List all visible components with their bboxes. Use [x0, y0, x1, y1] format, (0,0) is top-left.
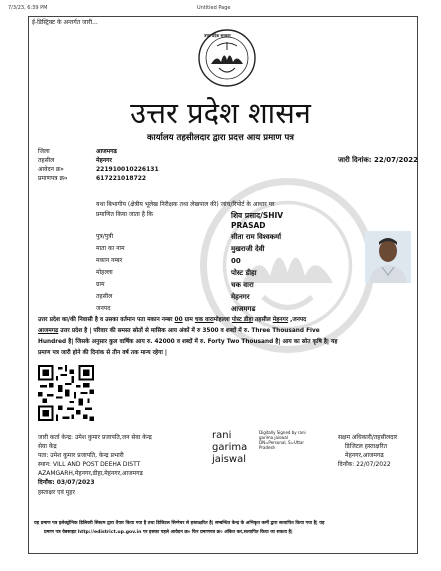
application-no-label: आवेदन क्र० — [38, 166, 64, 173]
house-no-value: 00 — [231, 257, 241, 265]
paragraph-line-1 — [38, 317, 306, 324]
tehsil-detail-label: तहसील — [96, 293, 113, 300]
district-value: आजमगढ — [96, 148, 117, 155]
issuer-centre-2: सेवा केंद्र — [38, 443, 57, 450]
father-value: सीता राम विश्वकर्मा — [231, 233, 282, 241]
holder-name: शिव प्रसाद/SHIV — [231, 211, 284, 220]
mother-value: मुखराजी देवी — [231, 245, 265, 253]
para-tehsil: मेहनगर — [272, 317, 289, 323]
issuer-place-2: AZAMGARH,मेहनगर,डीहा,मेहनगर,आजमगढ — [38, 470, 143, 477]
top-note: ई-डिस्ट्रिक्ट के अन्तर्गत जारी... — [32, 19, 98, 26]
authority-place: मेहनगर,आजमगढ — [345, 452, 384, 459]
certificate-no-label: प्रमाणपत्र क्र० — [38, 175, 68, 182]
locality-value: पोस्ट डीहा — [231, 269, 257, 277]
paragraph-line-2 — [38, 328, 320, 335]
digital-sign-note-1: Digitally Signed by rani — [259, 430, 306, 435]
district-detail-label: जनपद — [96, 305, 111, 312]
issuer-address: पता: उमेश कुमार प्रजापति, केन्द्र प्रभारी — [38, 452, 124, 459]
village-value: चक वारा — [231, 281, 254, 289]
para-house-no: 00 — [174, 317, 183, 323]
digital-sign-note-2: garima jaiswal — [259, 435, 288, 440]
footer-line-1: यह प्रमाण पत्र इलेक्ट्रोनिक डिलिवरी सिस्टम द्वारा तैयार किया गया है तथा डिजिटल सिग्नेचर से हस्ताक्षरित है| सम्बन्धित केन्द्र के अभिकृत कर्मी द्वारा सत्यापित किया गया है| यह — [34, 521, 325, 526]
father-label: पुत्र/पुत्री — [96, 233, 114, 240]
para-village: चक वारा — [194, 317, 214, 323]
tehsil-detail-value: मेहनगर — [231, 293, 250, 301]
para-text-1g: तहसील — [252, 317, 273, 323]
village-label: ग्राम — [96, 281, 105, 288]
authority-signed: डिजिटल हस्ताक्षरित — [345, 443, 387, 450]
issue-date: जारी दिनांक: 22/07/2022 — [338, 156, 419, 164]
issuer-centre: जारी कर्ता केन्द्र: उमेश कुमार प्रजापति,जन सेवा केन्द्र — [38, 434, 152, 441]
issuer-sign-seal: हस्ताक्षर एवं मुहर — [38, 489, 75, 496]
certify-text: प्रमाणित किया जाता है कि — [96, 211, 154, 218]
holder-name-2: PRASAD — [231, 221, 266, 230]
applicant-photo — [365, 231, 411, 283]
digital-sign-note-4: Pradesh — [259, 445, 276, 450]
issuer-date: दिनाँक: 03/07/2023 — [38, 479, 95, 486]
intro-text: यथा बिभागीय (क्षेत्रीय भूलेख निरीक्षक तथा लेखपाल की) जांच/रिपोर्ट के आधार पर — [96, 201, 275, 208]
para-text-1a: उत्तर प्रदेश का/की निवासी है व उसका वर्तमान पता मकान नम्बर — [38, 317, 175, 323]
para-text-1i: ,जनपद — [288, 317, 307, 323]
certificate-no-value: 617221018722 — [96, 175, 147, 182]
digital-sign-name-1: rani — [212, 430, 232, 441]
paragraph-line-3: Hundred है| जिसके अनुसार कुल वार्षिक आय रु. 42000 व शब्दों में रु. Forty Two Thousand है| आय का स्रोत कृषि है| यह — [38, 339, 338, 345]
locality-label: मोहल्ला — [96, 269, 113, 276]
para-text-1c: ग्राम — [182, 317, 195, 323]
district-label: जिला — [38, 148, 50, 155]
footer-line-2: प्रमाण पत्र वेबसाइट http://edistrict.up.gov.in पर इसका पहले आवेदन क्र० फिर प्रमाणपत्र क्र० अंकित कर,सत्यापित किया जा सकता है| — [44, 530, 293, 535]
issuer-place: स्थान: VILL AND POST DEEHA DISTT — [38, 461, 141, 468]
paragraph-line-4: प्रमाण पत्र जारी होने की दिनांक से तीन वर्ष तक मान्य रहेगा | — [38, 350, 167, 356]
page-title: उत्तर प्रदेश शासन — [130, 96, 311, 130]
digital-sign-note-3: DN=Personal, S=Uttar — [259, 440, 305, 445]
para-text-2b: उत्तर प्रदेश है | परिवार की समस्त स्रोतों से मासिक आय अंकों में रु 3500 व शब्दों में रु. Three Thousand Five — [58, 328, 320, 334]
digital-sign-name-2: garima — [212, 442, 248, 453]
house-no-label: मकान नम्बर — [96, 257, 123, 264]
print-datetime: 7/3/23, 6:39 PM — [8, 5, 48, 11]
digital-sign-name-3: jaiswal — [212, 454, 246, 465]
mother-label: माता का नाम — [96, 245, 125, 252]
para-district: आजमगढ — [38, 328, 59, 334]
page-subtitle: कार्यालय तहसीलदार द्वारा प्रदत्त आय प्रमाण पत्र — [147, 133, 294, 143]
authority-date: दिनाँक: 22/07/2022 — [338, 461, 391, 468]
district-detail-value: आजमगढ — [231, 305, 256, 313]
application-no-value: 221910010226131 — [96, 166, 159, 173]
tehsil-value: मेहनगर — [96, 157, 112, 164]
para-locality: पोस्ट डीहा — [231, 317, 253, 323]
para-text-1e: मोहल्ला — [213, 317, 232, 323]
qr-code-icon — [38, 365, 94, 421]
tehsil-label: तहसील — [38, 157, 55, 164]
person-photo-icon — [365, 231, 411, 283]
emblem-ring-text: उत्तर प्रदेश सरकार — [204, 33, 231, 38]
authority-title: सक्षम अधिकारी/तहसीलदार — [338, 434, 398, 441]
print-page-title: Untitled Page — [197, 5, 231, 11]
